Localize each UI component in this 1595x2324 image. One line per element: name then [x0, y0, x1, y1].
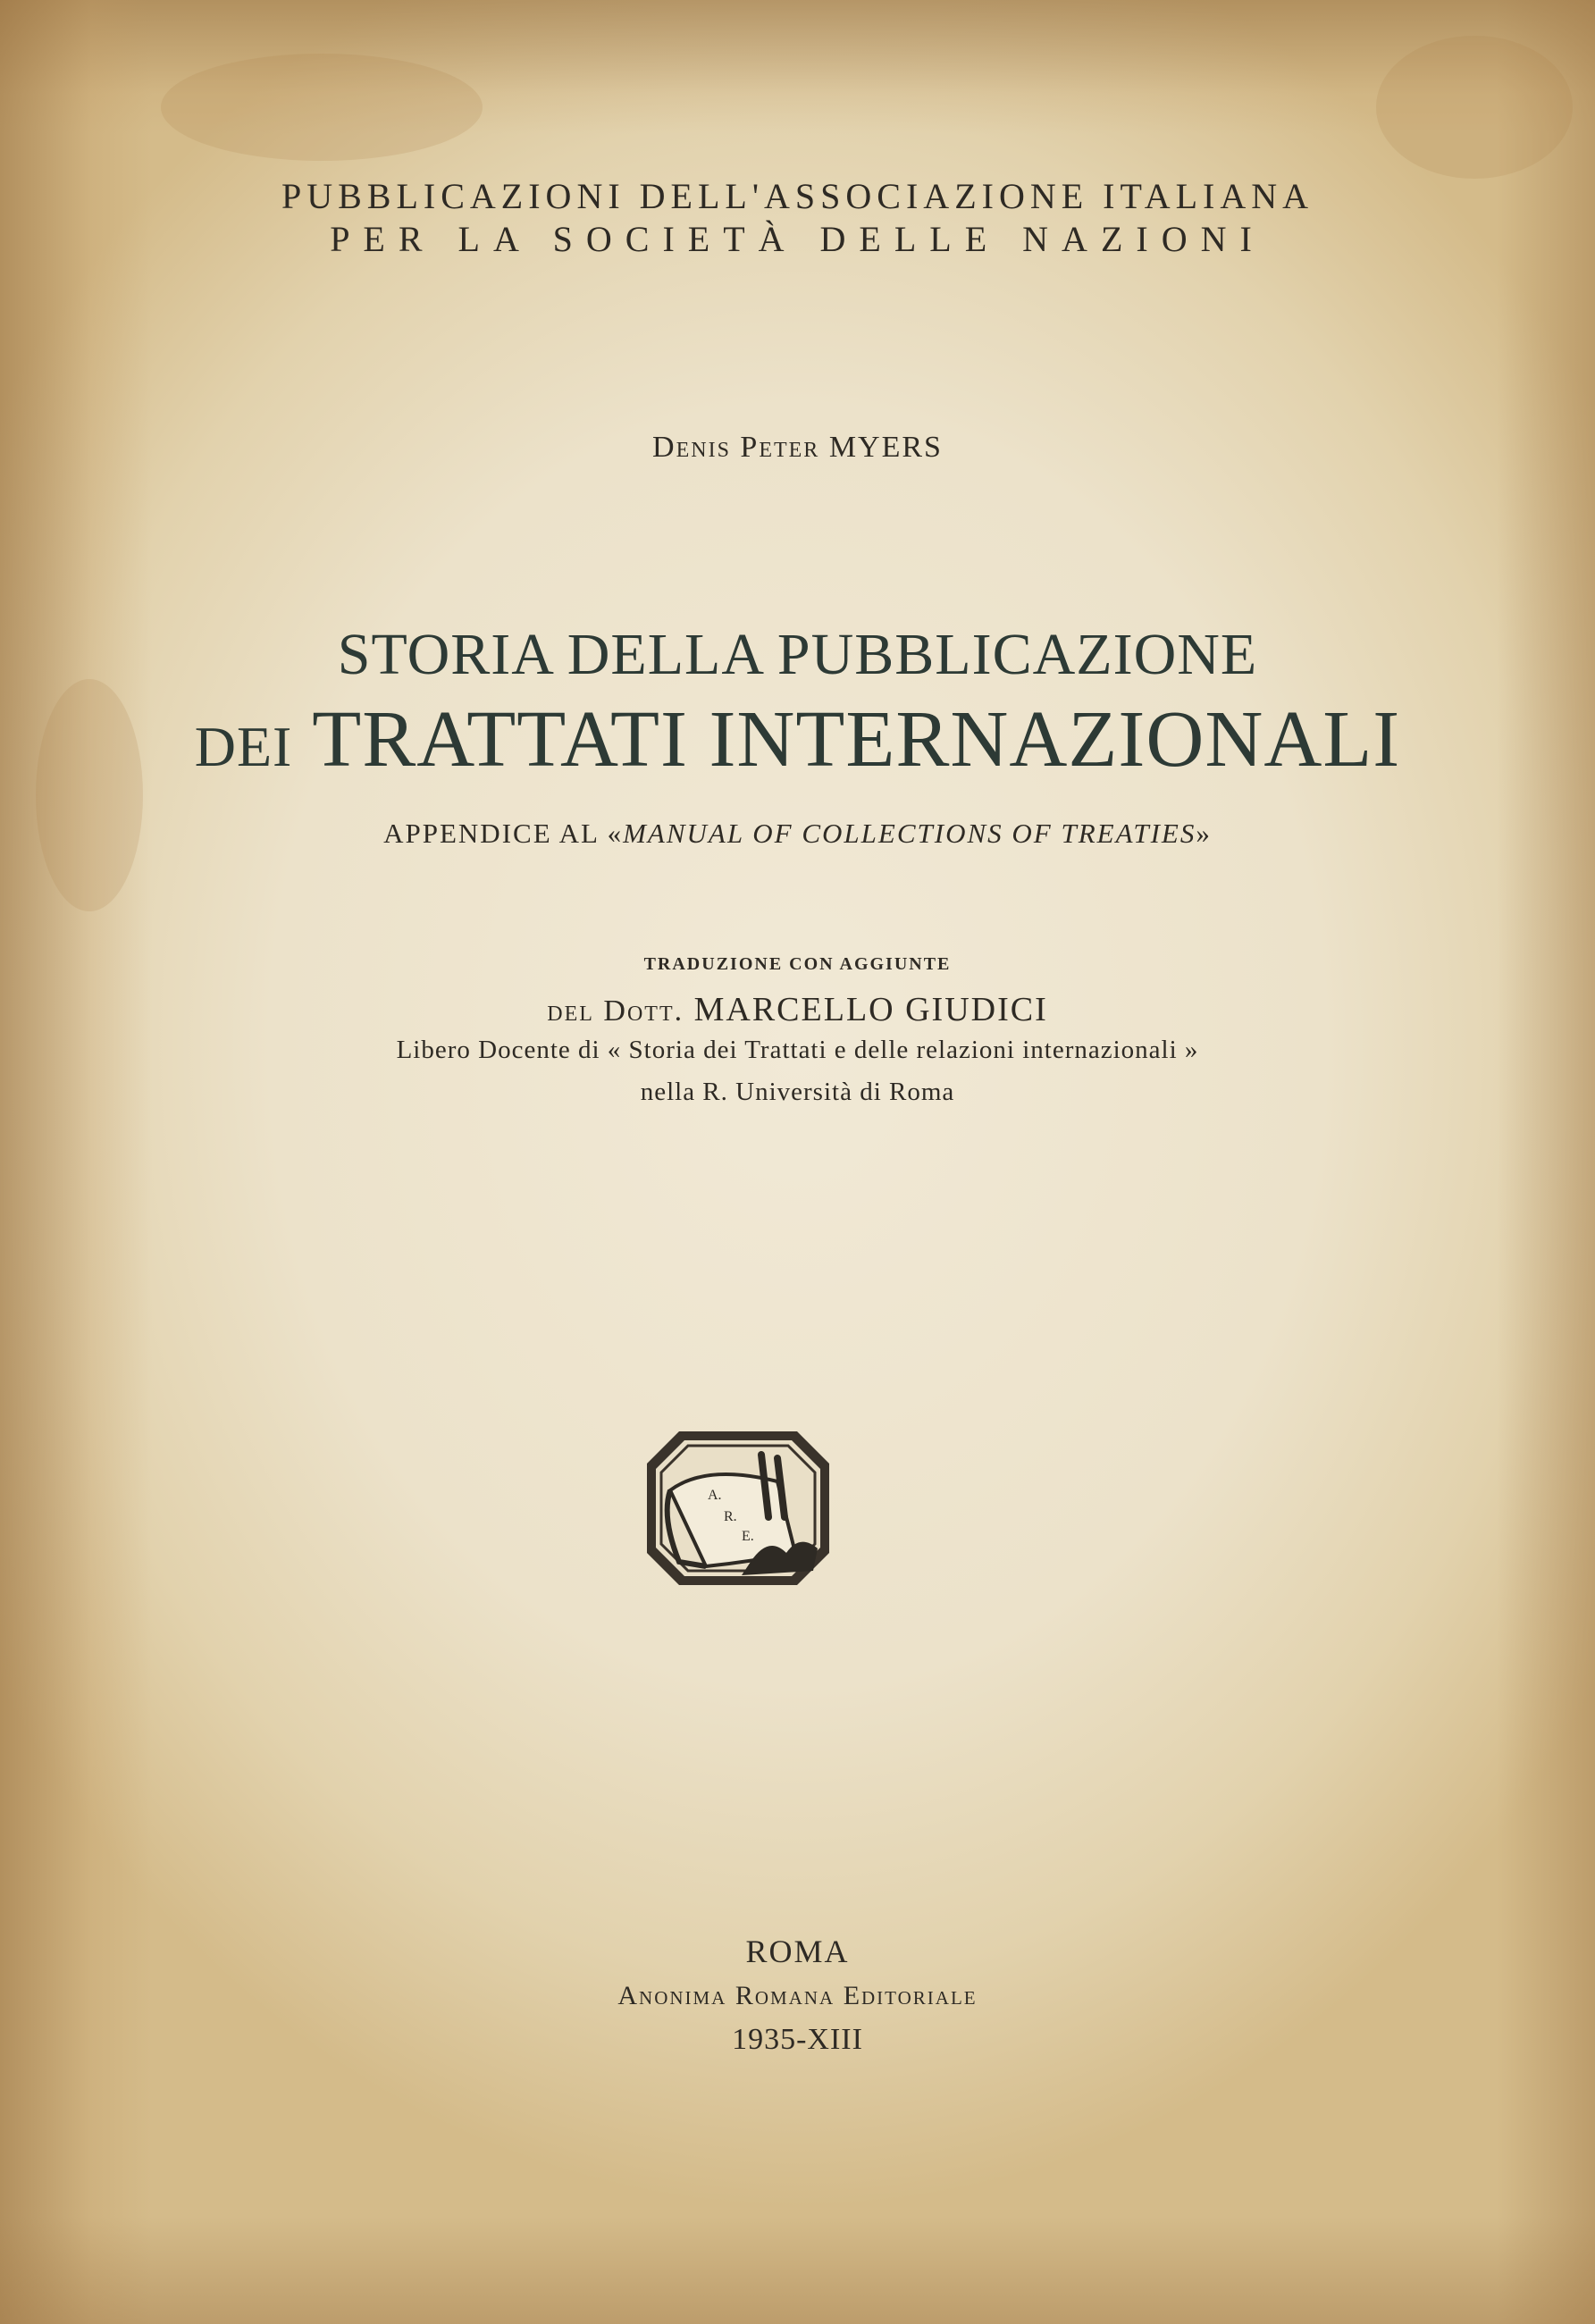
series-line-1: PUBBLICAZIONI DELL'ASSOCIAZIONE ITALIANA [281, 176, 1314, 216]
author [0, 431, 1595, 465]
appendix-prefix: APPENDICE AL « [383, 818, 624, 849]
page-edge-stain-right [1497, 0, 1595, 2324]
imprint-city: ROMA [745, 1934, 850, 1969]
title-main: TRATTATI INTERNAZIONALI [312, 695, 1401, 784]
emblem-letter-a: A. [708, 1488, 722, 1503]
translation-heading: TRADUZIONE CON AGGIUNTE [643, 954, 952, 974]
appendix-work: MANUAL OF COLLECTIONS OF TREATIES [623, 818, 1196, 849]
emblem-letter-r: R. [724, 1509, 737, 1524]
appendix-line [0, 818, 1595, 850]
imprint-year: 1935-XIII [732, 2023, 863, 2056]
emblem-letter-e: E. [742, 1529, 754, 1544]
publisher-emblem-icon [643, 1428, 833, 1589]
foxing-spot [1376, 36, 1573, 179]
translator-name: MARCELLO GIUDICI [693, 991, 1048, 1028]
translator-position: Libero Docente di « Storia dei Trattati e delle relazioni internazionali » [396, 1036, 1199, 1064]
appendix-suffix: » [1196, 818, 1212, 849]
imprint-publisher: Anonima Romana Editoriale [617, 1981, 978, 2010]
translator-prefix: del Dott. [547, 994, 684, 1028]
page-edge-stain-left [0, 0, 152, 2324]
translator-institution: nella R. Università di Roma [640, 1078, 955, 1106]
title-prefix: DEI [194, 715, 293, 778]
author-surname: MYERS [828, 431, 943, 464]
series-line-2: PER LA SOCIETÀ DELLE NAZIONI [330, 219, 1265, 259]
author-given-names: Denis Peter [652, 431, 820, 464]
title-line-2 [0, 693, 1595, 785]
page-edge-stain-bottom [0, 2217, 1595, 2324]
foxing-spot [161, 54, 483, 161]
title-line-1: STORIA DELLA PUBBLICAZIONE [337, 622, 1258, 687]
translator [0, 990, 1595, 1029]
